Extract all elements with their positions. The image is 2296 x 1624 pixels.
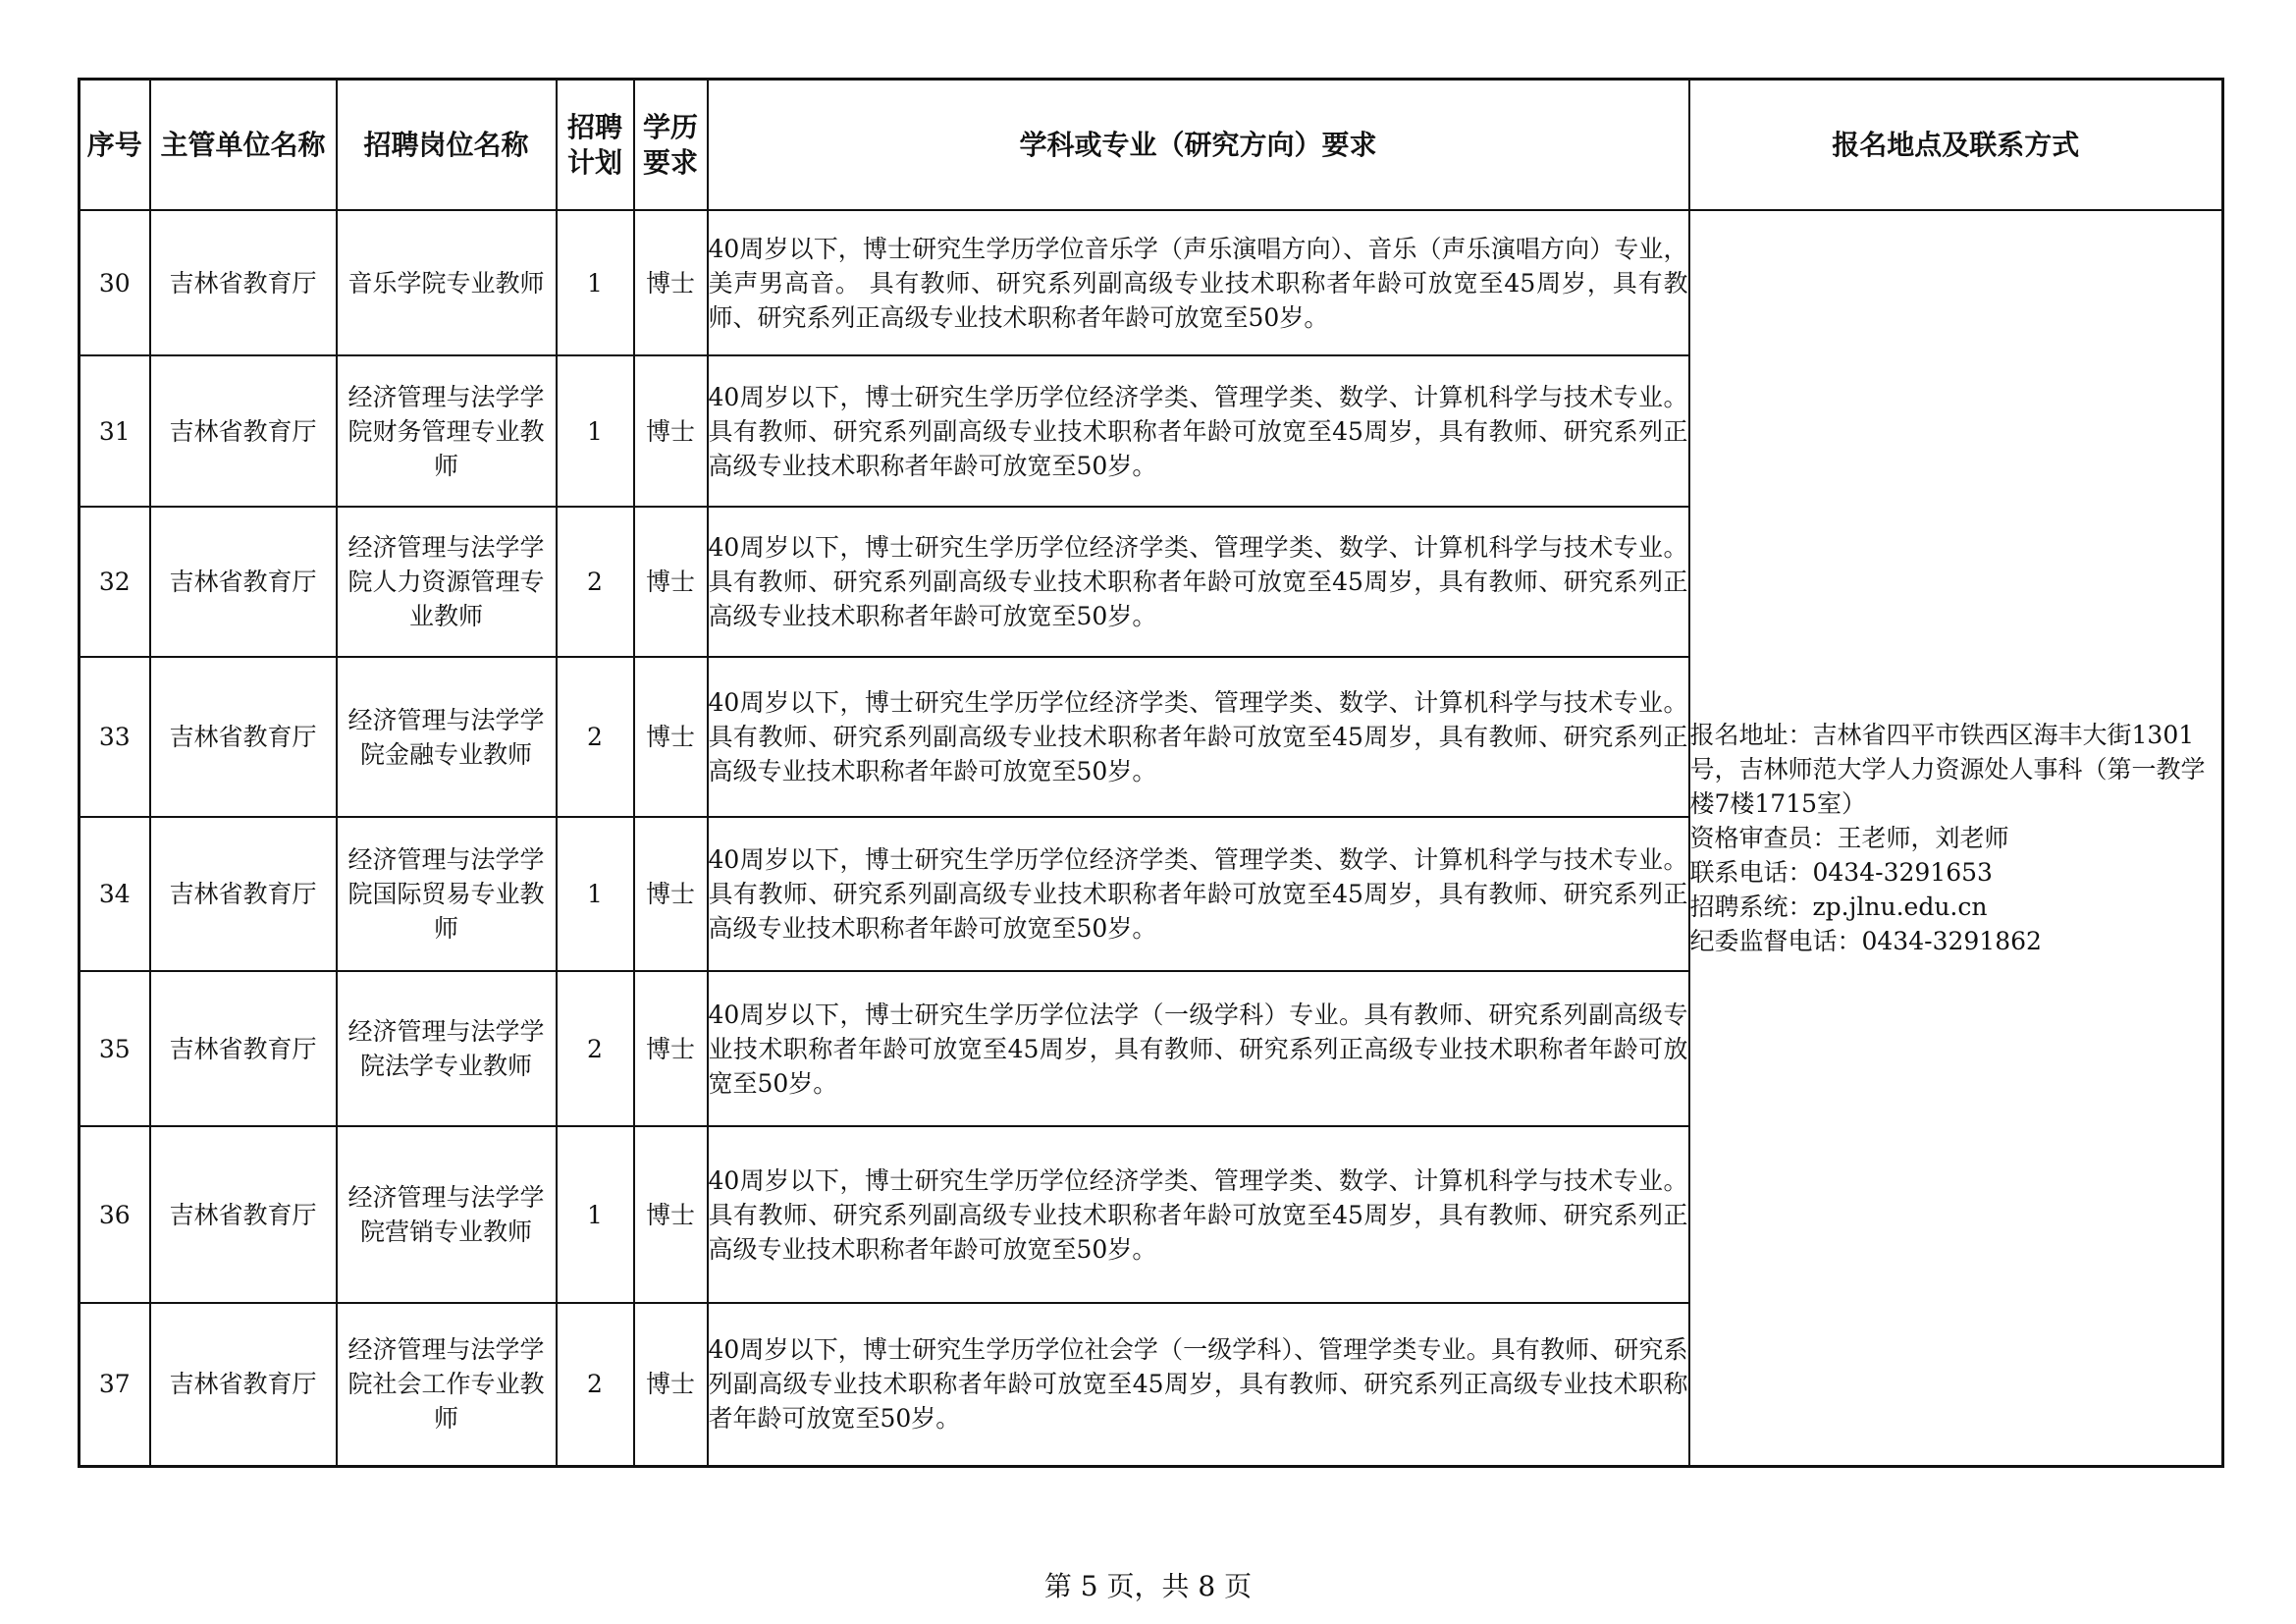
row-plan: 1	[557, 210, 634, 355]
header-unit: 主管单位名称	[150, 80, 337, 211]
row-unit: 吉林省教育厅	[150, 817, 337, 971]
recruitment-table	[78, 78, 2224, 1468]
row-requirement: 40周岁以下，博士研究生学历学位经济学类、管理学类、数学、计算机科学与技术专业。具有教师、研究系列副高级专业技术职称者年龄可放宽至45周岁，具有教师、研究系列正高级专业技术职称者年龄可放宽至50岁。	[708, 355, 1689, 507]
row-requirement: 40周岁以下，博士研究生学历学位经济学类、管理学类、数学、计算机科学与技术专业。具有教师、研究系列副高级专业技术职称者年龄可放宽至45周岁，具有教师、研究系列正高级专业技术职称者年龄可放宽至50岁。	[708, 507, 1689, 657]
row-education: 博士	[634, 210, 708, 355]
row-education: 博士	[634, 1126, 708, 1303]
contact-reviewer: 资格审查员：王老师，刘老师	[1689, 823, 2009, 852]
header-plan: 招聘计划	[557, 80, 634, 211]
row-index: 30	[80, 210, 150, 355]
row-position: 音乐学院专业教师	[337, 210, 557, 355]
row-index: 36	[80, 1126, 150, 1303]
row-plan: 1	[557, 817, 634, 971]
row-position: 经济管理与法学学院营销专业教师	[337, 1126, 557, 1303]
header-index: 序号	[80, 80, 150, 211]
row-requirement: 40周岁以下，博士研究生学历学位法学（一级学科）专业。具有教师、研究系列副高级专业技术职称者年龄可放宽至45周岁，具有教师、研究系列正高级专业技术职称者年龄可放宽至50岁。	[708, 971, 1689, 1126]
header-requirement: 学科或专业（研究方向）要求	[708, 80, 1689, 211]
row-education: 博士	[634, 507, 708, 657]
row-requirement: 40周岁以下，博士研究生学历学位经济学类、管理学类、数学、计算机科学与技术专业。具有教师、研究系列副高级专业技术职称者年龄可放宽至45周岁，具有教师、研究系列正高级专业技术职称者年龄可放宽至50岁。	[708, 817, 1689, 971]
row-plan: 2	[557, 1303, 634, 1466]
row-plan: 2	[557, 971, 634, 1126]
row-requirement: 40周岁以下，博士研究生学历学位社会学（一级学科）、管理学类专业。具有教师、研究系列副高级专业技术职称者年龄可放宽至45周岁，具有教师、研究系列正高级专业技术职称者年龄可放宽至50岁。	[708, 1303, 1689, 1466]
row-unit: 吉林省教育厅	[150, 355, 337, 507]
row-index: 31	[80, 355, 150, 507]
header-position: 招聘岗位名称	[337, 80, 557, 211]
table-row	[80, 210, 2223, 355]
row-index: 32	[80, 507, 150, 657]
header-contact: 报名地点及联系方式	[1689, 80, 2223, 211]
row-index: 37	[80, 1303, 150, 1466]
row-index: 33	[80, 657, 150, 817]
contact-phone: 联系电话：0434-3291653	[1689, 857, 1993, 887]
row-plan: 2	[557, 507, 634, 657]
row-index: 35	[80, 971, 150, 1126]
row-education: 博士	[634, 355, 708, 507]
row-unit: 吉林省教育厅	[150, 507, 337, 657]
row-requirement: 40周岁以下，博士研究生学历学位音乐学（声乐演唱方向）、音乐（声乐演唱方向）专业，美声男高音。 具有教师、研究系列副高级专业技术职称者年龄可放宽至45周岁，具有教师、研究系列正高级专业技术职称者年龄可放宽至50岁。	[708, 210, 1689, 355]
row-position: 经济管理与法学学院法学专业教师	[337, 971, 557, 1126]
row-requirement: 40周岁以下，博士研究生学历学位经济学类、管理学类、数学、计算机科学与技术专业。具有教师、研究系列副高级专业技术职称者年龄可放宽至45周岁，具有教师、研究系列正高级专业技术职称者年龄可放宽至50岁。	[708, 1126, 1689, 1303]
row-position: 经济管理与法学学院人力资源管理专业教师	[337, 507, 557, 657]
row-education: 博士	[634, 657, 708, 817]
row-education: 博士	[634, 971, 708, 1126]
row-position: 经济管理与法学学院国际贸易专业教师	[337, 817, 557, 971]
row-unit: 吉林省教育厅	[150, 1126, 337, 1303]
row-unit: 吉林省教育厅	[150, 971, 337, 1126]
row-index: 34	[80, 817, 150, 971]
row-unit: 吉林省教育厅	[150, 657, 337, 817]
row-requirement: 40周岁以下，博士研究生学历学位经济学类、管理学类、数学、计算机科学与技术专业。具有教师、研究系列副高级专业技术职称者年龄可放宽至45周岁，具有教师、研究系列正高级专业技术职称者年龄可放宽至50岁。	[708, 657, 1689, 817]
table-header-row	[80, 80, 2223, 211]
row-position: 经济管理与法学学院财务管理专业教师	[337, 355, 557, 507]
header-education: 学历要求	[634, 80, 708, 211]
contact-supervision: 纪委监督电话：0434-3291862	[1689, 926, 2042, 955]
row-education: 博士	[634, 817, 708, 971]
contact-system: 招聘系统：zp.jlnu.edu.cn	[1689, 892, 1988, 921]
row-plan: 1	[557, 1126, 634, 1303]
page-number: 第 5 页，共 8 页	[1043, 1570, 1253, 1602]
contact-cell	[1689, 210, 2223, 1466]
row-plan: 2	[557, 657, 634, 817]
contact-address: 报名地址：吉林省四平市铁西区海丰大街1301号，吉林师范大学人力资源处人事科（第一教学楼7楼1715室）	[1689, 720, 2206, 818]
row-education: 博士	[634, 1303, 708, 1466]
row-unit: 吉林省教育厅	[150, 1303, 337, 1466]
row-position: 经济管理与法学学院社会工作专业教师	[337, 1303, 557, 1466]
row-plan: 1	[557, 355, 634, 507]
row-position: 经济管理与法学学院金融专业教师	[337, 657, 557, 817]
row-unit: 吉林省教育厅	[150, 210, 337, 355]
